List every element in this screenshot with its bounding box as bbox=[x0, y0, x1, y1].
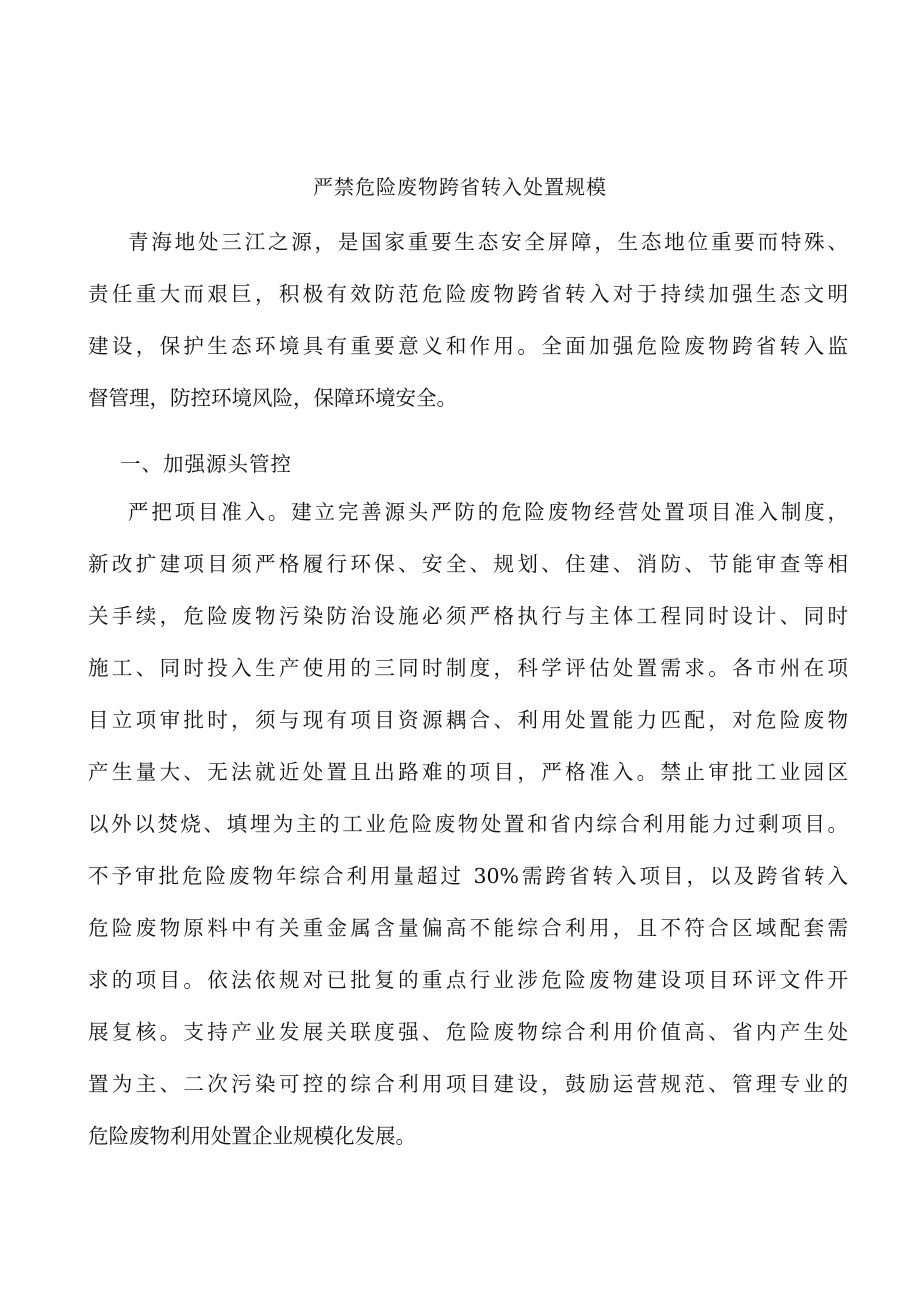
section-line: 不予审批危险废物年综合利用量超过 30%需跨省转入项目，以及跨省转入 bbox=[88, 864, 848, 888]
section-line: 目立项审批时，须与现有项目资源耦合、利用处置能力匹配，对危险废物 bbox=[88, 708, 848, 732]
section-line: 新改扩建项目须严格履行环保、安全、规划、住建、消防、节能审查等相 bbox=[88, 552, 848, 576]
intro-line: 责任重大而艰巨，积极有效防范危险废物跨省转入对于持续加强生态文明 bbox=[88, 282, 848, 306]
section-line: 施工、同时投入生产使用的三同时制度，科学评估处置需求。各市州在项 bbox=[88, 656, 848, 680]
intro-line: 建设，保护生态环境具有重要意义和作用。全面加强危险废物跨省转入监 bbox=[88, 334, 848, 358]
section-line: 展复核。支持产业发展关联度强、危险废物综合利用价值高、省内产生处 bbox=[88, 1020, 848, 1044]
intro-line: 青海地处三江之源，是国家重要生态安全屏障，生态地位重要而特殊、 bbox=[128, 230, 848, 254]
intro-line: 督管理，防控环境风险，保障环境安全。 bbox=[88, 386, 457, 410]
section-line: 严把项目准入。建立完善源头严防的危险废物经营处置项目准入制度， bbox=[128, 500, 848, 524]
document-title: 严禁危险废物跨省转入处置规模 bbox=[313, 175, 607, 199]
section-line: 危险废物原料中有关重金属含量偏高不能综合利用，且不符合区域配套需 bbox=[88, 916, 848, 940]
section-line: 关手续，危险废物污染防治设施必须严格执行与主体工程同时设计、同时 bbox=[88, 604, 848, 628]
section-heading: 一、加强源头管控 bbox=[120, 452, 292, 476]
section-line: 置为主、二次污染可控的综合利用项目建设，鼓励运营规范、管理专业的 bbox=[88, 1072, 848, 1096]
section-line: 危险废物利用处置企业规模化发展。 bbox=[88, 1124, 416, 1148]
section-line: 求的项目。依法依规对已批复的重点行业涉危险废物建设项目环评文件开 bbox=[88, 968, 848, 992]
section-line: 产生量大、无法就近处置且出路难的项目，严格准入。禁止审批工业园区 bbox=[88, 760, 848, 784]
section-line: 以外以焚烧、填埋为主的工业危险废物处置和省内综合利用能力过剩项目。 bbox=[88, 812, 848, 836]
